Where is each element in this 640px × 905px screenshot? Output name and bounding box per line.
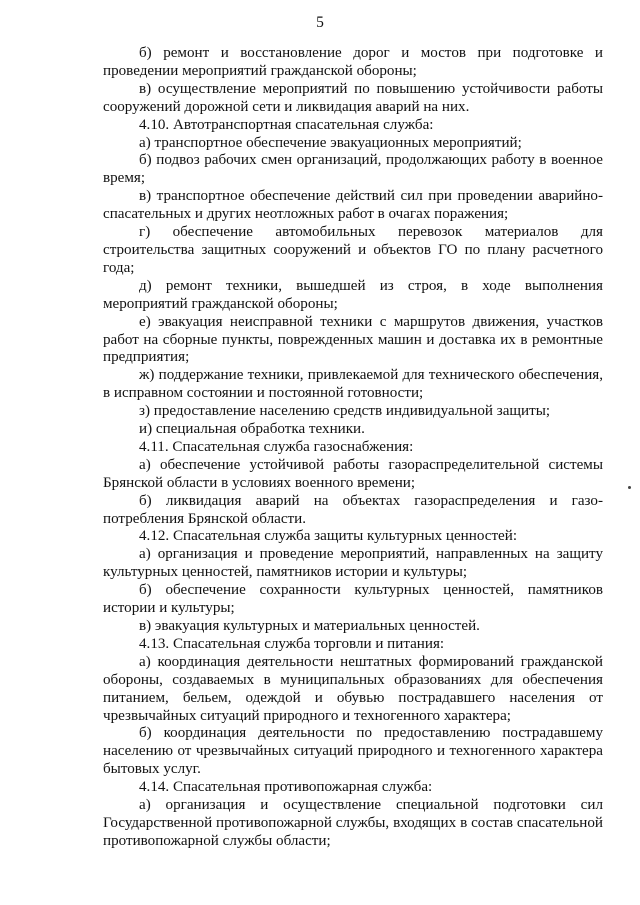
paragraph: г) обеспечение автомобильных перевозок материалов для строительства защитных сооружений и объектов ГО по плану расчетного года; — [103, 224, 603, 276]
page-number: 5 — [316, 14, 324, 31]
document-body — [103, 45, 603, 851]
paragraph: в) транспортное обеспечение действий сил при проведении аварийно-спасательных и других неотложных работ в очагах поражения; — [103, 188, 603, 223]
paragraph: б) подвоз рабочих смен организаций, продолжающих работу в военное время; — [103, 152, 603, 187]
paragraph: а) транспортное обеспечение эвакуационных мероприятий; — [139, 134, 522, 151]
paragraph: и) специальная обработка техники. — [139, 421, 365, 438]
paragraph: б) обеспечение сохранности культурных ценностей, памятников истории и культуры; — [103, 582, 603, 617]
paragraph: а) координация деятельности нештатных формирований гражданской обороны, создаваемых в муниципальных образованиях для обеспечения питанием, бельем, одеждой и обувью пострадавшего населения от чрезвычайных ситуаций природного и техногенного характера; — [103, 653, 603, 724]
paragraph: е) эвакуация неисправной техники с маршрутов движения, участков работ на сборные пункты, поврежденных машин и доставка их в ремонтные предприятия; — [103, 313, 603, 366]
paragraph: б) ликвидация аварий на объектах газораспределения и газо-потребления Брянской области. — [103, 492, 603, 527]
scan-speck — [628, 486, 631, 489]
section-heading: 4.13. Спасательная служба торговли и питания: — [139, 635, 445, 652]
paragraph: д) ремонт техники, вышедшей из строя, в ходе выполнения мероприятий гражданской обороны; — [103, 277, 603, 312]
paragraph: в) эвакуация культурных и материальных ценностей. — [139, 618, 480, 634]
paragraph: а) обеспечение устойчивой работы газораспределительной системы Брянской области в условиях военного времени; — [103, 456, 603, 491]
section-heading: 4.12. Спасательная служба защиты культурных ценностей: — [139, 528, 518, 545]
paragraph: а) организация и проведение мероприятий, направленных на защиту культурных ценностей, памятников истории и культуры; — [103, 546, 603, 581]
section-heading: 4.14. Спасательная противопожарная служба: — [139, 779, 433, 796]
section-heading: 4.11. Спасательная служба газоснабжения: — [139, 438, 414, 455]
paragraph: а) организация и осуществление специальной подготовки сил Государственной противопожарной службы, входящих в состав спасательной противопожарной службы области; — [103, 797, 603, 849]
paragraph: з) предоставление населению средств индивидуальной защиты; — [139, 403, 551, 420]
paragraph: в) осуществление мероприятий по повышению устойчивости работы сооружений дорожной сети и ликвидация аварий на них. — [103, 80, 603, 115]
paragraph: б) ремонт и восстановление дорог и мостов при подготовке и проведении мероприятий гражданской обороны; — [103, 45, 603, 79]
paragraph: б) координация деятельности по предоставлению пострадавшему населению от чрезвычайных ситуаций природного и техногенного характера бытовых услуг. — [103, 725, 603, 778]
paragraph: ж) поддержание техники, привлекаемой для технического обеспечения, в исправном состоянии и постоянной готовности; — [103, 367, 603, 402]
section-heading: 4.10. Автотранспортная спасательная служба: — [139, 116, 434, 133]
